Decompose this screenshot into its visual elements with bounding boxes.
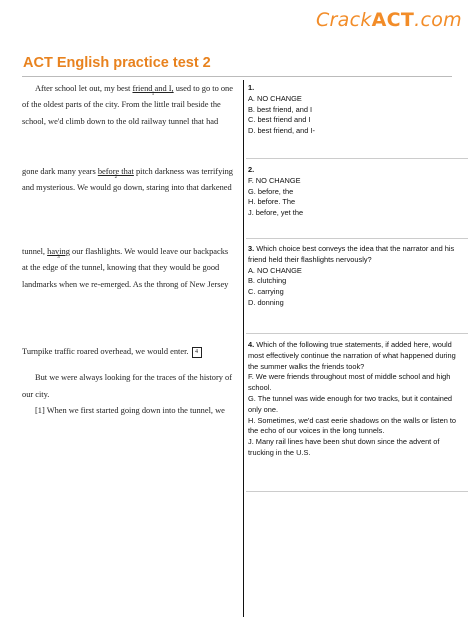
answer-option[interactable]: D. best friend, and I- <box>248 126 315 136</box>
question-number: 3. <box>248 244 255 253</box>
title-divider <box>22 76 452 77</box>
passage-text: pitch darkness was terrifying <box>133 167 233 176</box>
question-marker: 1 <box>151 92 155 97</box>
passage-line <box>22 164 238 180</box>
passage-line: school, we'd climb down to the old railway tunnel that had <box>22 116 219 126</box>
question-marker: 3 <box>57 255 60 260</box>
underlined-text: before that <box>97 167 134 176</box>
passage-line: of the oldest parts of the city. From the little trail beside the <box>22 100 221 110</box>
passage-text: Turnpike traffic roared overhead, we would enter. <box>22 347 189 356</box>
question-number: 4. <box>248 340 255 349</box>
passage-text: tunnel, <box>22 247 48 256</box>
passage-line <box>22 244 238 260</box>
passage-text: After school let out, my best <box>35 84 133 93</box>
question-stem <box>248 165 463 176</box>
answer-option[interactable]: G. before, the <box>248 186 294 196</box>
answer-option[interactable]: A. NO CHANGE <box>248 93 302 103</box>
passage-line <box>22 344 238 360</box>
question-2 <box>248 165 463 219</box>
question-1 <box>248 83 463 137</box>
passage-text: our flashlights. We would leave our backpacks <box>69 247 229 256</box>
question-3 <box>248 244 463 309</box>
answer-option[interactable]: H. before. The <box>248 197 296 207</box>
question-divider <box>246 333 468 334</box>
passage-text: used to go to one <box>173 84 233 93</box>
underlined-phrase-3[interactable] <box>47 247 70 260</box>
question-number: 1. <box>248 83 255 92</box>
logo-prefix: Crack <box>315 9 372 31</box>
passage-text: gone dark many years <box>22 167 98 176</box>
passage-line: But we were always looking for the traces of the history of <box>35 373 232 383</box>
question-marker: 2 <box>114 175 118 180</box>
passage-block-2 <box>22 164 238 197</box>
passage-block-1 <box>22 81 238 130</box>
passage-line: [1] When we first started going down into the tunnel, we <box>35 405 225 415</box>
question-stem <box>248 340 463 372</box>
underlined-phrase-2[interactable] <box>97 167 134 180</box>
question-divider <box>246 238 468 239</box>
page-title: ACT English practice test 2 <box>23 55 211 71</box>
passage-line: landmarks when we re-emerged. As the throng of New Jersey <box>22 279 229 289</box>
question-number: 2. <box>248 165 255 174</box>
question-stem <box>248 244 463 266</box>
question-divider <box>246 491 468 492</box>
passage-line: and mysterious. We would go down, staring into that darkened <box>22 183 232 193</box>
answer-option[interactable]: G. The tunnel was wide enough for two tracks, but it contained only one. <box>248 393 453 414</box>
question-text: Which choice best conveys the idea that the narrator and his friend held their flashlights nervously? <box>248 244 455 264</box>
answer-option[interactable]: B. clutching <box>248 276 287 286</box>
underlined-text: having <box>47 247 70 256</box>
answer-option[interactable]: C. carrying <box>248 287 284 297</box>
underlined-phrase-1[interactable] <box>132 84 174 97</box>
question-text: Which of the following true statements, if added here, would most effectively continue the narration of what happened during the summer walks the friends took? <box>248 340 456 371</box>
logo-suffix: .com <box>414 9 462 31</box>
logo-brand: ACT <box>371 9 415 31</box>
question-box-marker[interactable]: 4 <box>192 347 202 358</box>
underlined-text: friend and I, <box>132 84 174 93</box>
answer-option[interactable]: F. We were friends throughout most of middle school and high school. <box>248 372 451 393</box>
passage-line: our city. <box>22 389 50 399</box>
answer-option[interactable]: C. best friend and I <box>248 115 311 125</box>
answer-option[interactable]: B. best friend, and I <box>248 104 313 114</box>
passage-line: at the edge of the tunnel, knowing that they would be good <box>22 263 220 273</box>
answer-option[interactable]: J. before, yet the <box>248 208 304 218</box>
column-divider <box>243 80 244 617</box>
answer-option[interactable]: J. Many rail lines have been shut down since the advent of trucking in the U.S. <box>248 437 440 457</box>
answer-option[interactable]: H. Sometimes, we'd cast eerie shadows on the walls or listen to the echo of our voices in the long tunnels. <box>248 415 457 436</box>
answer-option[interactable]: A. NO CHANGE <box>248 265 302 275</box>
answer-option[interactable]: D. donning <box>248 297 284 307</box>
answer-option[interactable]: F. NO CHANGE <box>248 175 301 185</box>
question-4 <box>248 340 463 459</box>
crackact-logo[interactable] <box>316 9 462 31</box>
question-divider <box>246 158 468 159</box>
passage-block-3 <box>22 244 238 293</box>
question-stem <box>248 83 463 94</box>
passage-line <box>22 81 238 97</box>
passage-block-4 <box>22 344 238 419</box>
paragraph-gap <box>22 360 238 370</box>
